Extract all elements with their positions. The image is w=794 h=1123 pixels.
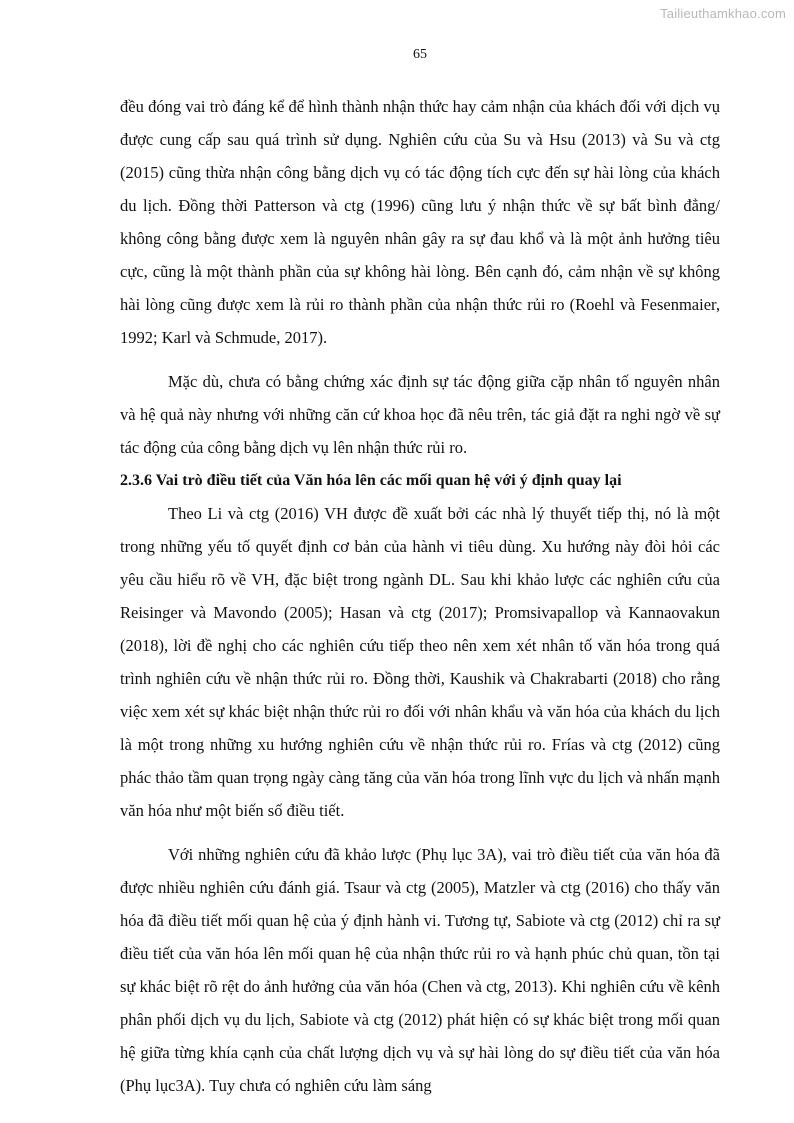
page-number: 65 — [413, 47, 427, 62]
paragraph-4: Với những nghiên cứu đã khảo lược (Phụ lục 3A), vai trò điều tiết của văn hóa đã được nhiều nghiên cứu đánh giá. Tsaur và ctg (2005), Matzler và ctg (2016) cho thấy văn hóa đã điều tiết mối quan hệ của ý định hành vi. Tương tự, Sabiote và ctg (2012) chỉ ra sự điều tiết của văn hóa lên mối quan hệ của nhận thức rủi ro và hạnh phúc chủ quan, tồn tại sự khác biệt rõ rệt do ảnh hưởng của văn hóa (Chen và ctg, 2013). Khi nghiên cứu về kênh phân phối dịch vụ du lịch, Sabiote và ctg (2012) phát hiện có sự khác biệt trong mối quan hệ giữa từng khía cạnh của chất lượng dịch vụ và sự hài lòng do sự điều tiết của văn hóa (Phụ lục3A). Tuy chưa có nghiên cứu làm sáng — [120, 845, 720, 1095]
paragraph-1: đều đóng vai trò đáng kể để hình thành nhận thức hay cảm nhận của khách đối với dịch vụ được cung cấp sau quá trình sử dụng. Nghiên cứu của Su và Hsu (2013) và Su và ctg (2015) cũng thừa nhận công bằng dịch vụ có tác động tích cực đến sự hài lòng của khách du lịch. Đồng thời Patterson và ctg (1996) cũng lưu ý nhận thức về sự bất bình đẳng/ không công bằng được xem là nguyên nhân gây ra sự đau khổ và là một ảnh hưởng tiêu cực, cũng là một thành phần của sự không hài lòng. Bên cạnh đó, cảm nhận về sự không hài lòng cũng được xem là rủi ro thành phần của nhận thức rủi ro (Roehl và Fesenmaier, 1992; Karl và Schmude, 2017). — [120, 97, 720, 347]
watermark-text: Tailieuthamkhao.com — [660, 6, 786, 21]
paragraph-3: Theo Li và ctg (2016) VH được đề xuất bởi các nhà lý thuyết tiếp thị, nó là một trong những yếu tố quyết định cơ bản của hành vi tiêu dùng. Xu hướng này đòi hỏi các yêu cầu hiểu rõ về VH, đặc biệt trong ngành DL. Sau khi khảo lược các nghiên cứu của Reisinger và Mavondo (2005); Hasan và ctg (2017); Promsivapallop và Kannaovakun (2018), lời đề nghị cho các nghiên cứu tiếp theo nên xem xét nhân tố văn hóa trong quá trình nghiên cứu về nhận thức rủi ro. Đồng thời, Kaushik và Chakrabarti (2018) cho rằng việc xem xét sự khác biệt nhận thức rủi ro đối với nhân khẩu và văn hóa của khách du lịch là một trong những xu hướng nghiên cứu về nhận thức rủi ro. Frías và ctg (2012) cũng phác thảo tầm quan trọng ngày càng tăng của văn hóa trong lĩnh vực du lịch và nhấn mạnh văn hóa như một biến số điều tiết. — [120, 504, 720, 820]
section-heading: 2.3.6 Vai trò điều tiết của Văn hóa lên các mối quan hệ với ý định quay lại — [120, 472, 622, 489]
document-body — [120, 90, 720, 1102]
paragraph-2: Mặc dù, chưa có bằng chứng xác định sự tác động giữa cặp nhân tố nguyên nhân và hệ quả này nhưng với những căn cứ khoa học đã nêu trên, tác giả đặt ra nghi ngờ về sự tác động của công bằng dịch vụ lên nhận thức rủi ro. — [120, 372, 720, 457]
